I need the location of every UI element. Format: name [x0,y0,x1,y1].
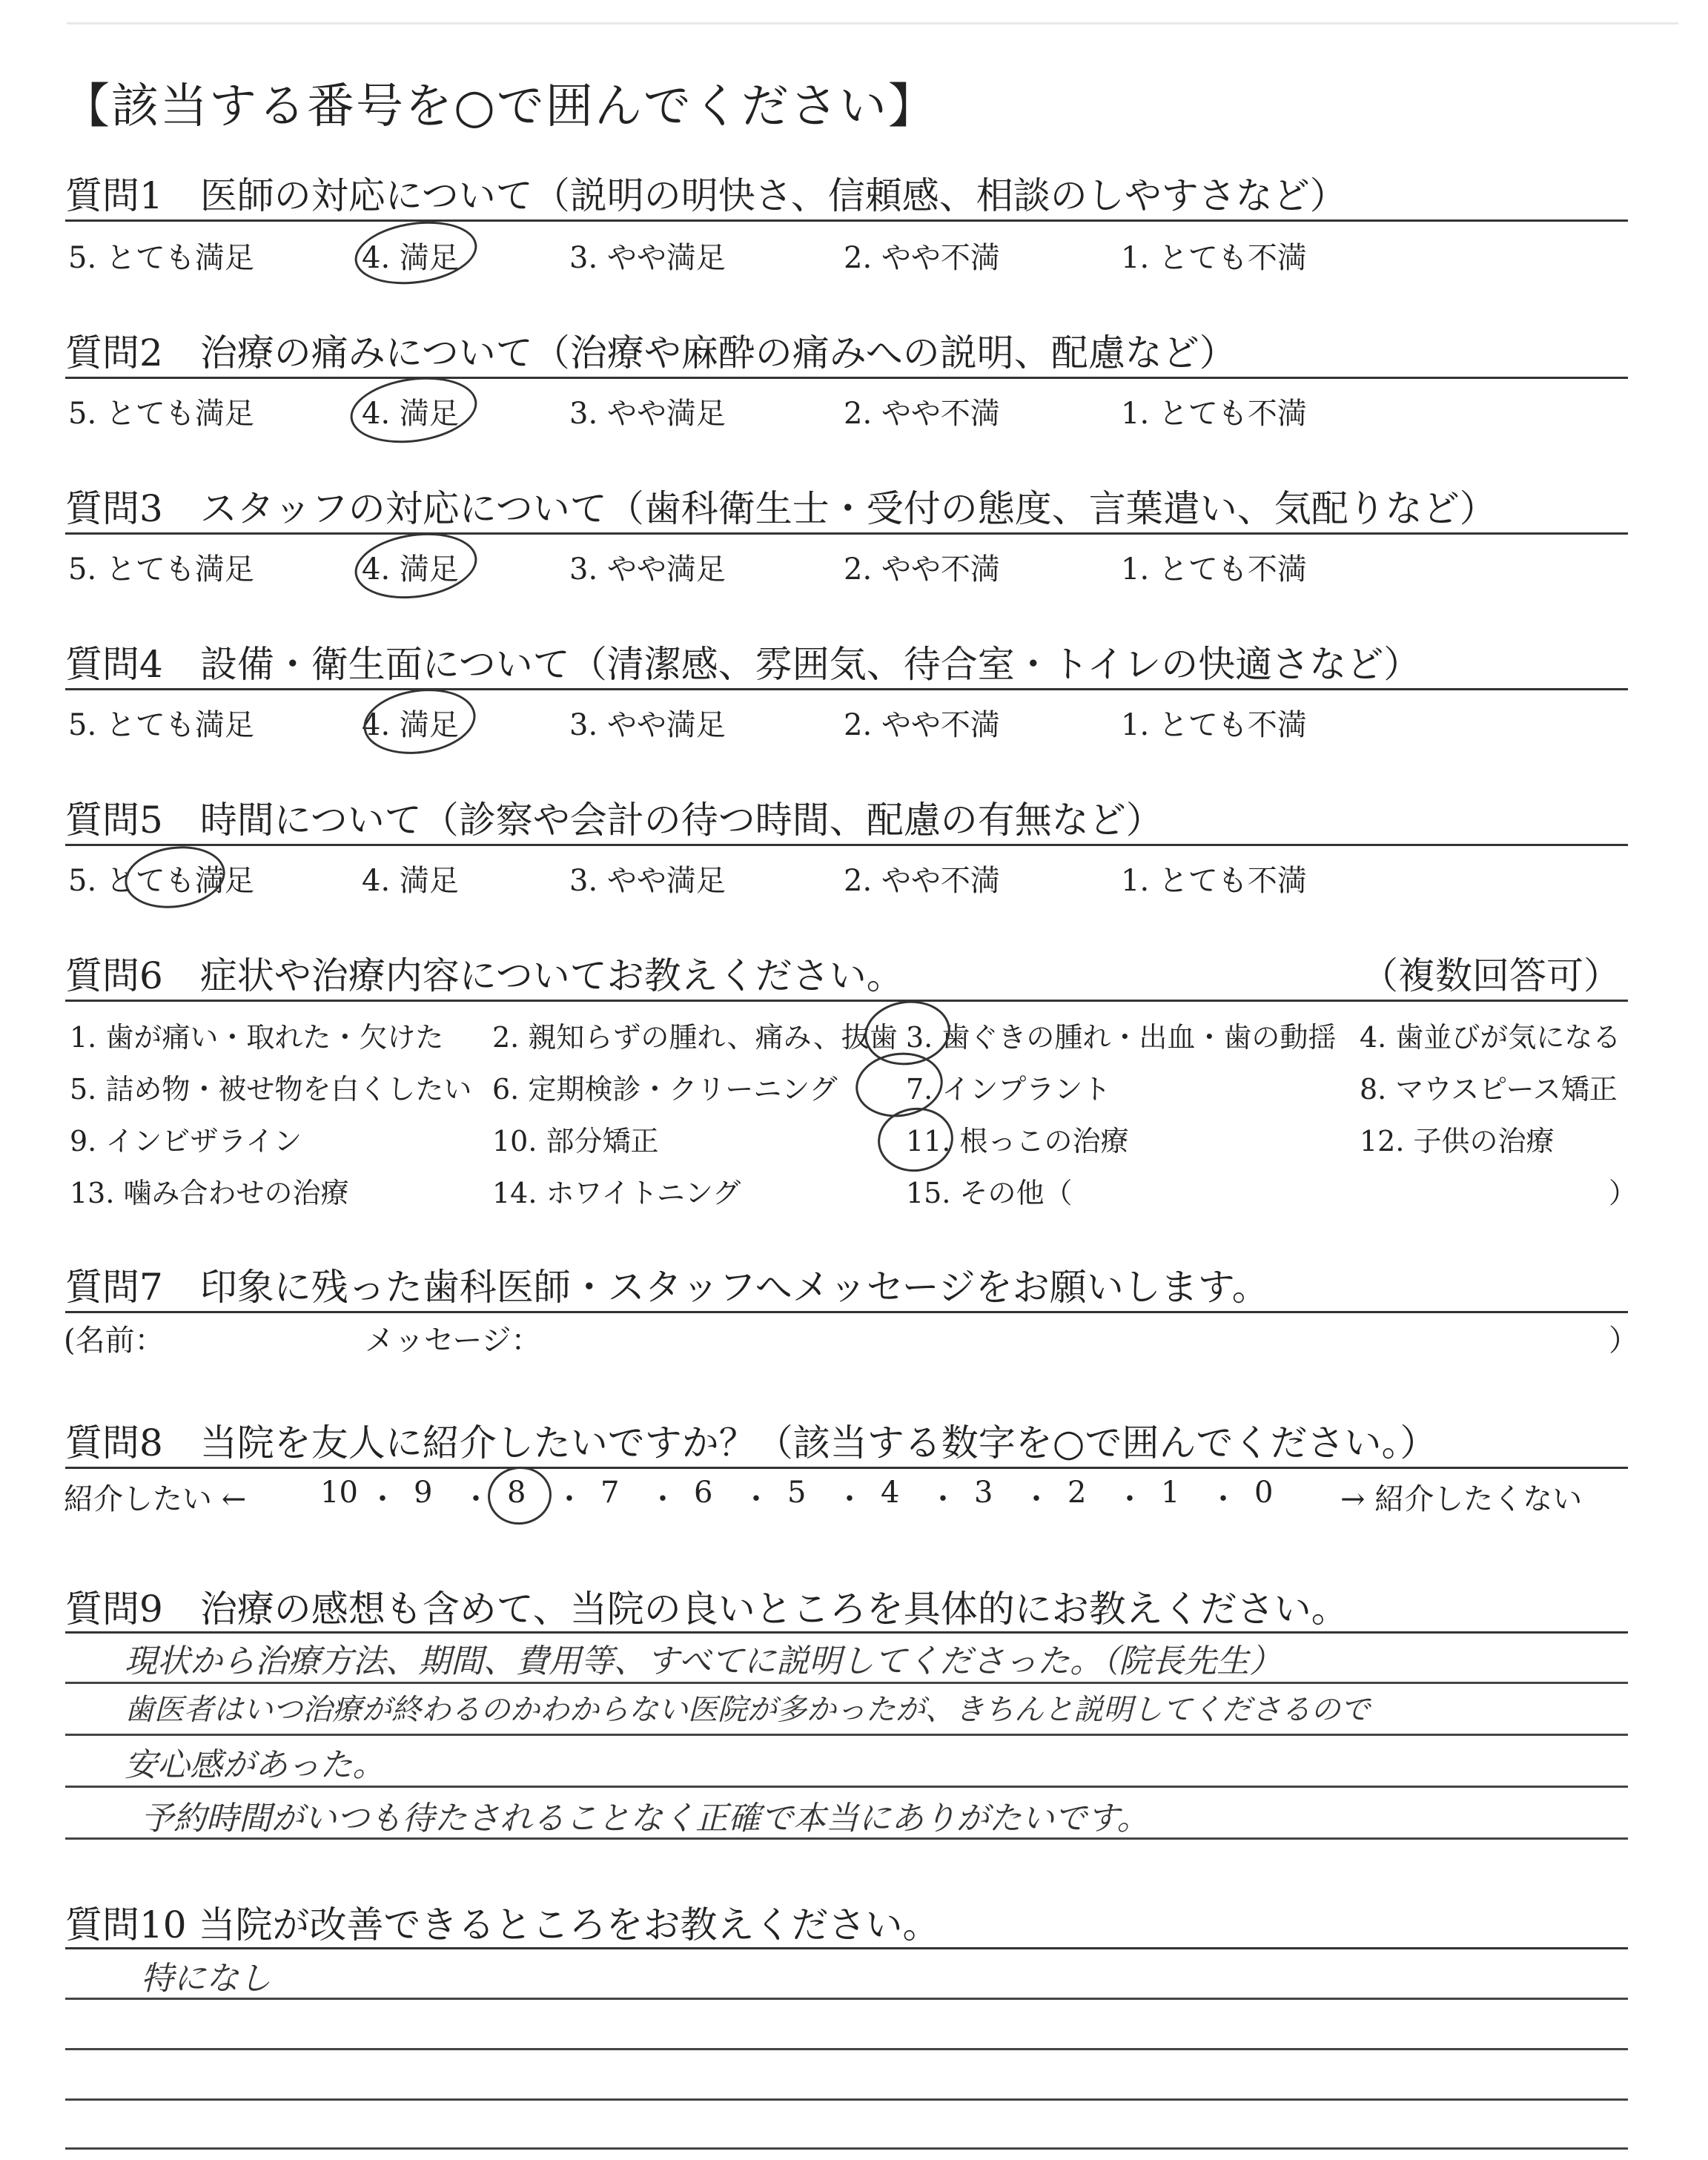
question-1-label: 質問1 [65,174,163,217]
q5-option-5[interactable]: 5. とても満足 [68,864,254,898]
q8-scale-9[interactable]: 9 [414,1476,433,1510]
question-9-heading [65,1579,1348,1633]
q3-option-3[interactable]: 3. やや満足 [569,552,726,587]
q2-option-2[interactable]: 2. やや不満 [844,397,1000,431]
question-9-label: 質問9 [65,1588,163,1631]
q8-scale-separator: ・ [928,1482,958,1516]
q9-answer-line-4: 予約時間がいつも待たされることなく正確で本当にありがたいです。 [141,1800,1150,1837]
q4-option-1[interactable]: 1. とても不満 [1121,708,1307,742]
q8-scale-1[interactable]: 1 [1161,1476,1180,1510]
q8-scale-separator: ・ [368,1482,397,1516]
question-1-rule [65,219,1628,222]
q2-option-3[interactable]: 3. やや満足 [569,397,726,431]
q5-option-4[interactable]: 4. 満足 [362,864,459,898]
q6-option-5[interactable]: 5. 詰め物・被せ物を白くしたい [70,1073,472,1106]
question-7-rule [65,1311,1628,1313]
q6-other-close-paren: ） [1609,1177,1638,1209]
q7-message-label: メッセージ： [365,1324,541,1358]
question-4-label: 質問4 [65,643,163,686]
q8-scale-separator: ・ [555,1482,584,1516]
question-6-text: 症状や治療内容についてお教えください。 [199,954,904,997]
question-8-text: 当院を友人に紹介したいですか？（該当する数字を○で囲んでください。） [199,1421,1437,1464]
q6-option-9[interactable]: 9. インビザライン [70,1125,302,1157]
q8-scale-separator: ・ [835,1482,864,1516]
question-6-note: （複数回答可） [1361,954,1621,997]
q9-answer-rule-2 [65,1734,1628,1736]
question-3-text: スタッフの対応について（歯科衛生士・受付の態度、言葉遣い、気配りなど） [199,487,1497,530]
q8-scale-5[interactable]: 5 [787,1476,807,1510]
q2-selection-circle [346,369,481,450]
q3-option-1[interactable]: 1. とても不満 [1121,552,1307,587]
question-10-text: 当院が改善できるところをお教えください。 [198,1903,940,1946]
question-4-text: 設備・衛生面について（清潔感、雰囲気、待合室・トイレの快適さなど） [199,643,1421,686]
q8-scale-2[interactable]: 2 [1068,1476,1087,1510]
page-title: 【該当する番号を○で囲んでください】 [62,79,937,134]
q7-close-paren: ） [1609,1324,1638,1358]
q6-option-4[interactable]: 4. 歯並びが気になる [1360,1021,1621,1054]
q8-scale-7[interactable]: 7 [600,1476,620,1510]
q6-option-3[interactable]: 3. 歯ぐきの腫れ・出血・歯の動揺 [906,1021,1337,1054]
q4-option-3[interactable]: 3. やや満足 [569,708,726,742]
question-9-rule [65,1631,1628,1634]
q6-option-13[interactable]: 13. 噛み合わせの治療 [70,1177,349,1209]
q4-selection-circle [360,682,480,761]
q3-option-4[interactable]: 4. 満足 [362,552,459,587]
q1-option-3[interactable]: 3. やや満足 [569,241,726,275]
q6-option-1[interactable]: 1. 歯が痛い・取れた・欠けた [70,1021,444,1054]
q5-option-2[interactable]: 2. やや不満 [844,864,1000,898]
question-8-label: 質問8 [65,1421,163,1464]
question-1-heading [65,166,1347,219]
question-10-heading [65,1895,940,1949]
q8-scale-3[interactable]: 3 [974,1476,993,1510]
question-6-rule [65,1000,1628,1002]
q1-option-5[interactable]: 5. とても満足 [68,241,254,275]
question-5-label: 質問5 [65,799,163,842]
q8-scale-separator: ・ [741,1482,771,1516]
top-border [67,22,1678,24]
q7-name-label: (名前： [64,1324,165,1358]
question-1-text: 医師の対応について（説明の明快さ、信頼感、相談のしやすさなど） [199,174,1347,217]
q6-option-8[interactable]: 8. マウスピース矯正 [1360,1073,1618,1106]
question-2-rule [65,377,1628,379]
q8-scale-separator: ・ [461,1482,491,1516]
q8-scale-separator: ・ [1022,1482,1051,1516]
question-5-text: 時間について（診察や会計の待つ時間、配慮の有無など） [199,799,1163,842]
q4-option-4[interactable]: 4. 満足 [362,708,459,742]
q1-option-2[interactable]: 2. やや不満 [844,241,1000,275]
q8-scale-separator: ・ [648,1482,678,1516]
question-6-label: 質問6 [65,954,163,997]
q10-answer-line-1: 特になし [141,1960,271,1998]
q10-answer-rule-2 [65,2048,1628,2050]
question-3-rule [65,532,1628,535]
question-4-heading [65,635,1420,688]
question-2-heading [65,323,1237,377]
q6-option-14[interactable]: 14. ホワイトニング [492,1177,741,1209]
question-7-heading [65,1258,1269,1311]
q6-option-10[interactable]: 10. 部分矯正 [492,1125,659,1157]
q9-answer-rule-3 [65,1786,1628,1788]
question-5-rule [65,844,1628,846]
q1-option-4[interactable]: 4. 満足 [362,241,459,275]
question-6-heading [65,946,904,1000]
q8-right-label: → 紹介したくない [1340,1482,1583,1516]
question-5-heading [65,790,1163,844]
q5-selection-circle [121,840,229,914]
q5-option-3[interactable]: 3. やや満足 [569,864,726,898]
q10-answer-rule-4 [65,2147,1628,2150]
q6-option-11[interactable]: 11. 根っこの治療 [906,1125,1129,1157]
question-8-heading [65,1413,1437,1467]
question-7-text: 印象に残った歯科医師・スタッフへメッセージをお願いします。 [199,1266,1269,1309]
q8-left-label: 紹介したい ← [64,1482,247,1516]
question-9-text: 治療の感想も含めて、当院の良いところを具体的にお教えください。 [199,1588,1348,1631]
q8-selection-circle [484,1462,555,1528]
question-7-label: 質問7 [65,1266,163,1309]
q6-option-6[interactable]: 6. 定期検診・クリーニング [492,1073,838,1106]
question-3-heading [65,479,1497,532]
question-10-rule [65,1947,1628,1949]
q10-answer-rule-3 [65,2098,1628,2101]
q1-option-1[interactable]: 1. とても不満 [1121,241,1307,275]
q6-option-12[interactable]: 12. 子供の治療 [1360,1125,1555,1157]
q10-answer-rule-1 [65,1998,1628,2000]
q6-option-2[interactable]: 2. 親知らずの腫れ、痛み、抜歯 [492,1021,898,1054]
q1-selection-circle [351,214,481,291]
q2-option-5[interactable]: 5. とても満足 [68,397,254,431]
q9-answer-line-2: 歯医者はいつ治療が終わるのかわからない医院が多かったが、きちんと説明してくださるので [125,1693,1370,1727]
question-2-label: 質問2 [65,331,163,374]
q3-selection-circle [351,526,481,606]
q3-option-2[interactable]: 2. やや不満 [844,552,1000,587]
q4-option-2[interactable]: 2. やや不満 [844,708,1000,742]
q3-option-5[interactable]: 5. とても満足 [68,552,254,587]
question-3-label: 質問3 [65,487,163,530]
question-8-rule [65,1467,1628,1469]
q5-option-1[interactable]: 1. とても不満 [1121,864,1307,898]
q4-option-5[interactable]: 5. とても満足 [68,708,254,742]
q9-answer-line-1: 現状から治療方法、期間、費用等、すべてに説明してくださった。（院長先生） [125,1642,1282,1680]
question-2-text: 治療の痛みについて（治療や麻酔の痛みへの説明、配慮など） [199,331,1237,374]
question-10-label: 質問10 [65,1903,187,1946]
q9-answer-rule-4 [65,1837,1628,1840]
q6-option-15[interactable]: 15. その他（ [906,1177,1073,1209]
q2-option-4[interactable]: 4. 満足 [362,397,459,431]
q8-scale-separator: ・ [1115,1482,1145,1516]
q8-scale-6[interactable]: 6 [694,1476,713,1510]
q8-scale-10[interactable]: 10 [320,1476,358,1510]
question-4-rule [65,688,1628,690]
q8-scale-4[interactable]: 4 [881,1476,900,1510]
q9-answer-rule-1 [65,1682,1628,1684]
q9-answer-line-3: 安心感があった。 [125,1746,385,1784]
q8-scale-8[interactable]: 8 [507,1476,526,1510]
q8-scale-0[interactable]: 0 [1254,1476,1274,1510]
q8-scale-separator: ・ [1208,1482,1238,1516]
q2-option-1[interactable]: 1. とても不満 [1121,397,1307,431]
q6-option-7[interactable]: 7. インプラント [906,1073,1111,1106]
